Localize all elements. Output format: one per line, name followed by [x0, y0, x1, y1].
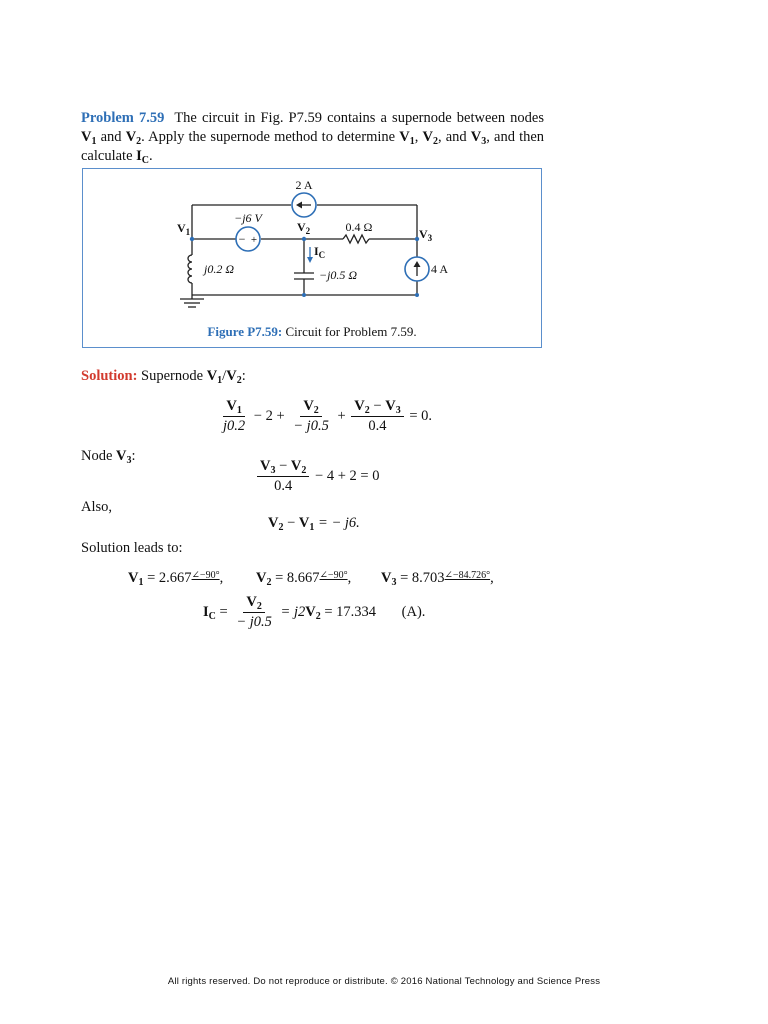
problem-text: The circuit in Fig. P7.59 contains a supernode between nodes [174, 110, 544, 126]
figure-caption [83, 324, 541, 340]
minus-sign: − [238, 232, 246, 246]
label-ic: $I_C$ [314, 244, 326, 260]
label-inductor: j0.2 Ω [204, 262, 235, 276]
also-label: Also, [81, 499, 113, 515]
node-v2-dot [302, 237, 306, 241]
circuit-diagram [83, 169, 543, 319]
label-v3: $V_3$ [419, 227, 433, 243]
equation-ic: $I_C$ = $\frac{V_2}{- j0.5}$ = $j2V_2 = 17.334$ (A). [203, 594, 426, 630]
result-v3: $V_3 = 8.703^{\angle-84.726^\circ}$, [381, 570, 494, 588]
figure-box [82, 168, 542, 348]
label-v2: $V_2$ [297, 220, 311, 236]
node-v1-dot [190, 237, 194, 241]
copyright-footer: All rights reserved. Do not reproduce or distribute. © 2016 National Technology and Science Press [167, 976, 601, 987]
solution-label: Solution: [81, 368, 138, 384]
figure-caption-label: Figure P7.59: [207, 324, 283, 339]
ic-arrow-icon [307, 257, 313, 263]
leads-label: Solution leads to: [81, 540, 183, 556]
equation-supernode: $\frac{V_1}{j0.2}$ − 2 + $\frac{V_2}{- j0.5}$ + $\frac{V_2 - V_3}{0.4}$ = 0. [223, 398, 432, 434]
problem-statement: Problem 7.59 The circuit in Fig. P7.59 contains a supernode between nodes $V_1$ and $V_2$. Apply the supernode method to determine $V_1$, $V_2$, and $V_3$, and then calculate $I_C$. [81, 110, 545, 166]
label-voltage: −j6 V [234, 211, 262, 225]
figure-caption-text: Circuit for Problem 7.59. [282, 324, 417, 339]
label-resistor: 0.4 Ω [345, 220, 373, 234]
solution-heading: Solution: Supernode $V_1/V_2$: [81, 368, 246, 386]
equation-constraint: $V_2 - V_1$ = − j6. [268, 515, 360, 533]
equation-node-v3: $\frac{V_3 - V_2}{0.4}$ − 4 + 2 = 0 [255, 458, 379, 495]
result-v1: $V_1 = 2.667^{\angle-90^\circ}$, [128, 570, 224, 588]
label-2a: 2 A [295, 178, 313, 192]
label-capacitor: −j0.5 Ω [319, 268, 358, 282]
node-v3-label: Node $V_3$: [81, 448, 136, 466]
result-v2: $V_2 = 8.667^{\angle-90^\circ}$, [256, 570, 352, 588]
label-4a: 4 A [431, 262, 449, 276]
problem-label: Problem 7.59 [81, 110, 165, 126]
label-v1: $V_1$ [177, 221, 191, 237]
plus-sign: + [250, 234, 258, 246]
